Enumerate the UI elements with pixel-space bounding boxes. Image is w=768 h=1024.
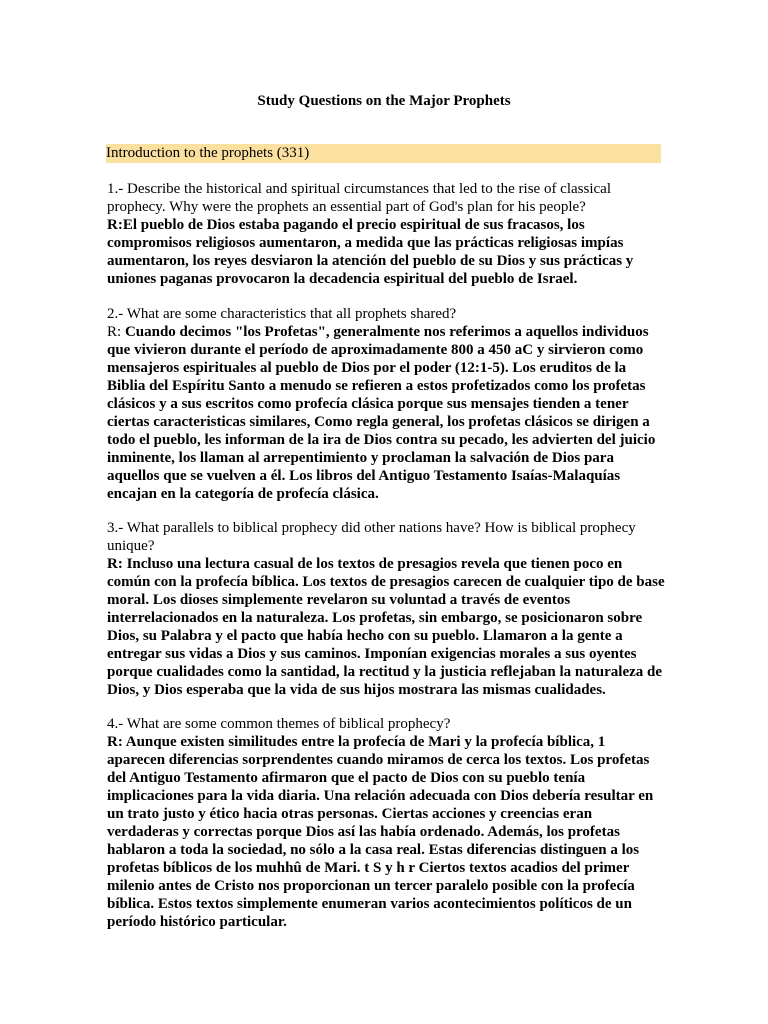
answer-4 — [107, 733, 667, 931]
question-block-4 — [107, 715, 667, 931]
question-3: 3.- What parallels to biblical prophecy did other nations have? How is biblical prophecy unique? — [107, 520, 636, 554]
answer-2-text: Cuando decimos "los Profetas", generalmente nos referimos a aquellos individuos que vivieron durante el período de aproximadamente 800 a 450 aC y sirvieron como mensajeros espirituales al pueblo de Dios por el poder (12:1-5). Los eruditos de la Biblia del Espíritu Santo a menudo se refieren a estos profetizados como los profetas clásicos y a sus escritos como profecía clásica porque sus mensajes tienden a tener ciertas caracteristicas similares, Como regla general, los profetas clásicos se dirigen a todo el pueblo, les informan de la ira de Dios contra su pecado, les advierten del juicio inminente, los llaman al arrepentimiento y proclaman la salvación de Dios para aquellos que se vuelven a él. Los libros del Antiguo Testamento Isaías-Malaquías encajan en la categoría de profecía clásica. — [107, 324, 656, 502]
question-block-1 — [107, 180, 667, 288]
question-block-3 — [107, 519, 667, 699]
question-2: 2.- What are some characteristics that all prophets shared? — [107, 306, 457, 322]
answer-4-prefix: R: — [107, 734, 126, 750]
question-4: 4.- What are some common themes of biblical prophecy? — [107, 716, 451, 732]
answer-2 — [107, 323, 667, 503]
question-1: 1.- Describe the historical and spiritual circumstances that led to the rise of classical prophecy. Why were the prophets an essential part of God's plan for his people? — [107, 181, 611, 215]
question-block-2 — [107, 305, 667, 503]
answer-1-prefix: R: — [107, 217, 123, 233]
answer-4-text: Aunque existen similitudes entre la profecía de Mari y la profecía bíblica, 1 aparecen diferencias sorprendentes cuando miramos de cerca los textos. Los profetas del Antiguo Testamento afirmaron que el pacto de Dios con su pueblo tenía implicaciones para la vida diaria. Una relación adecuada con Dios debería resultar en un trato justo y ético hacia otras personas. Ciertas acciones y creencias eran verdaderas y correctas porque Dios así las había ordenado. Además, los profetas hablaron a toda la sociedad, no sólo a la casa real. Estas diferencias distinguen a los profetas bíblicos de los muhhû de Mari. t S y h r Ciertos textos acadios del primer milenio antes de Cristo nos proporcionan un tercer paralelo posible con la profecía bíblica. Estos textos simplemente enumeran varios acontecimientos políticos de un período histórico particular. — [107, 734, 654, 930]
answer-3-text: Incluso una lectura casual de los textos de presagios revela que tienen poco en común con la profecía bíblica. Los textos de presagios carecen de cualquier tipo de base moral. Los dioses simplemente revelaron su voluntad a través de eventos interrelacionados en la naturaleza. Los profetas, sin embargo, se posicionaron sobre Dios, su Palabra y el pacto que había hecho con su pueblo. Llamaron a la gente a entregar sus vidas a Dios y sus caminos. Imponían exigencias morales a sus oyentes porque cualidades como la santidad, la rectitud y la justicia reflejaban la naturaleza de Dios, y Dios esperaba que la vida de sus hijos mostrara las mismas cualidades. — [107, 556, 665, 698]
answer-3 — [107, 555, 667, 699]
answer-3-prefix: R: — [107, 556, 127, 572]
section-heading-highlighted: Introduction to the prophets (331) — [106, 144, 661, 163]
page-title: Study Questions on the Major Prophets — [257, 93, 511, 109]
answer-1-text: El pueblo de Dios estaba pagando el precio espiritual de sus fracasos, los compromisos religiosos aumentaron, a medida que las prácticas religiosas impías aumentaron, los reyes desviaron la atención del pueblo de su Dios y sus prácticas y uniones paganas provocaron la decadencia espiritual del pueblo de Israel. — [107, 217, 634, 287]
answer-2-prefix: R: — [107, 324, 125, 340]
answer-1 — [107, 216, 667, 288]
